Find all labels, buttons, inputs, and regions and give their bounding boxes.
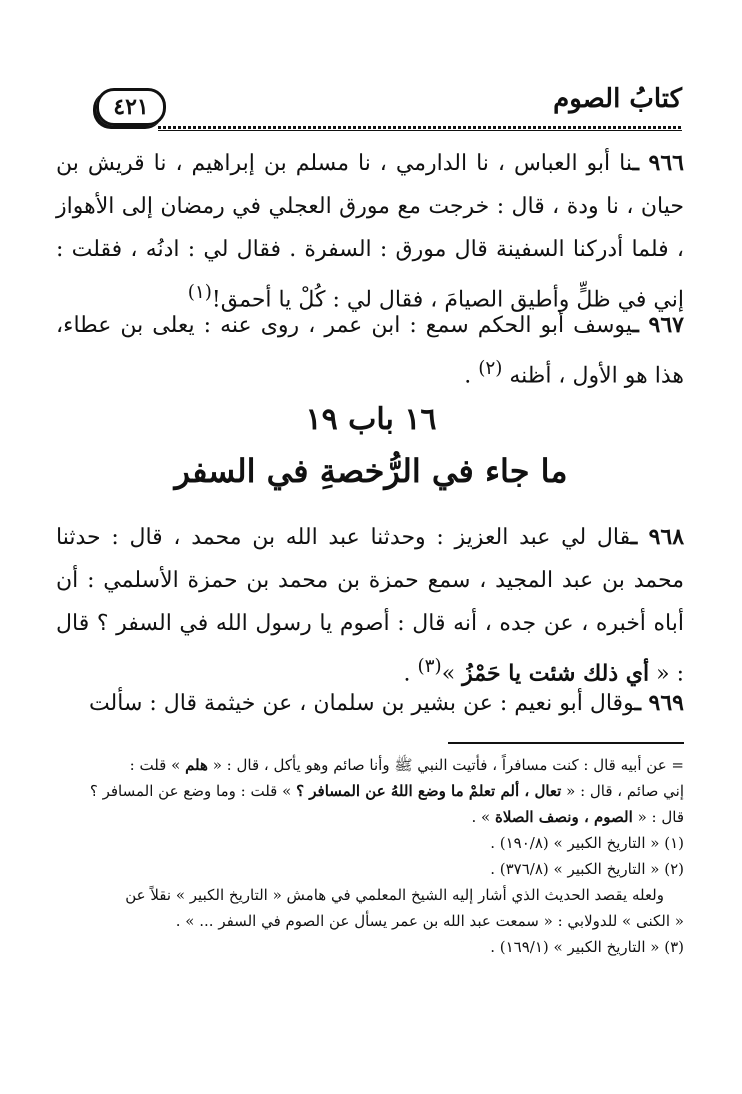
footnote-2: (٢) « التاريخ الكبير » (٣٧٦/٨) . — [490, 860, 684, 878]
footnote-1: (١) « التاريخ الكبير » (١٩٠/٨) . — [490, 834, 684, 852]
chapter-number: ١٦ باب ١٩ — [305, 402, 437, 437]
paragraph-968 — [56, 516, 684, 695]
footnote-2-note: ولعله يقصد الحديث الذي أشار إليه الشيخ المعلمي في هامش « التاريخ الكبير » نقلاً عن — [125, 886, 664, 904]
footnote-bold: الصوم ، ونصف الصلاة — [495, 808, 633, 826]
paragraph-text: نا أبو العباس ، نا الدارمي ، نا مسلم بن إبراهيم ، نا قريش بن حيان ، نا ودة ، قال : خرجت مع مورق العجلي في رمضان إلى الأهواز ، فلما أدركنا السفينة قال مورق : السفرة . فقال لي : ادنُه ، فقلت : إني في ظلٍّ وأطيق الصيامَ ، فقال لي : كُلْ يا أحمق! — [56, 151, 684, 313]
header-rule-thin — [158, 130, 682, 131]
paragraph-969 — [56, 682, 684, 725]
quote-close: » — [441, 661, 456, 687]
footnote-text: إني صائم ، قال : « — [566, 782, 684, 800]
hadith-number: ٩٦٦ ـ — [632, 150, 684, 176]
footnote-text: » قلت : — [129, 756, 181, 774]
prophet-quote: أي ذلك شئت يا حَمْزُ — [462, 660, 650, 687]
paragraph-text: وقال أبو نعيم : عن بشير بن سلمان ، عن خيثمة قال : سألت — [88, 691, 635, 716]
footnote-ref: (٢) — [478, 358, 503, 379]
footnote-text: » . — [471, 808, 491, 826]
paragraph-text: يوسف أبو الحكم سمع : ابن عمر ، روى عنه : يعلى بن عطاء، هذا هو الأول ، أظنه — [56, 313, 684, 389]
footnote-text: » قلت : وما وضع عن المسافر ؟ — [89, 782, 292, 800]
header-rule — [158, 126, 682, 129]
paragraph-text: قال لي عبد العزيز : وحدثنا عبد الله بن محمد ، قال : حدثنا محمد بن عبد المجيد ، سمع حمزة بن محمد بن حمزة الأسلمي : أن أباه أخبره ، عن جده ، أنه قال : أصوم يا رسول الله في السفر ؟ قال : « — [56, 525, 684, 687]
paragraph-966 — [56, 142, 684, 321]
hadith-number: ٩٦٧ ـ — [632, 312, 684, 338]
footnote-3: (٣) « التاريخ الكبير » (١٦٩/١) . — [490, 938, 684, 956]
paragraph-end: . — [403, 661, 418, 687]
paragraph-end: . — [464, 363, 479, 389]
footnotes — [56, 752, 684, 960]
footnote-2-note-cont: « الكنى » للدولابي : « سمعت عبد الله بن عمر يسأل عن الصوم في السفر ... » . — [175, 912, 684, 930]
footnote-bold: تعال ، ألم تعلمْ ما وضع اللهُ عن المسافر ؟ — [296, 782, 562, 800]
footnote-ref: (٣) — [417, 656, 442, 677]
page-header — [96, 82, 682, 130]
running-title: كتابُ الصوم — [553, 84, 682, 114]
footnote-ref: (١) — [187, 282, 212, 303]
paragraph-967 — [56, 304, 684, 397]
hadith-number: ٩٦٩ ـ — [634, 690, 684, 716]
footnote-continuation-line — [56, 752, 684, 778]
page-number: ٤٢١ — [96, 88, 166, 126]
footnote-text: = عن أبيه قال : كنت مسافراً ، فأتيت النبي ﷺ وأنا صائم وهو يأكل ، قال : « — [212, 756, 684, 774]
chapter-title: ما جاء في الرُّخصةِ في السفر — [174, 452, 568, 490]
footnote-separator — [448, 742, 684, 744]
footnote-continuation-line — [56, 804, 684, 830]
footnote-continuation-line — [56, 778, 684, 804]
footnote-text: قال : « — [637, 808, 684, 826]
footnote-bold: هلم — [185, 756, 208, 774]
hadith-number: ٩٦٨ ـ — [630, 524, 685, 550]
